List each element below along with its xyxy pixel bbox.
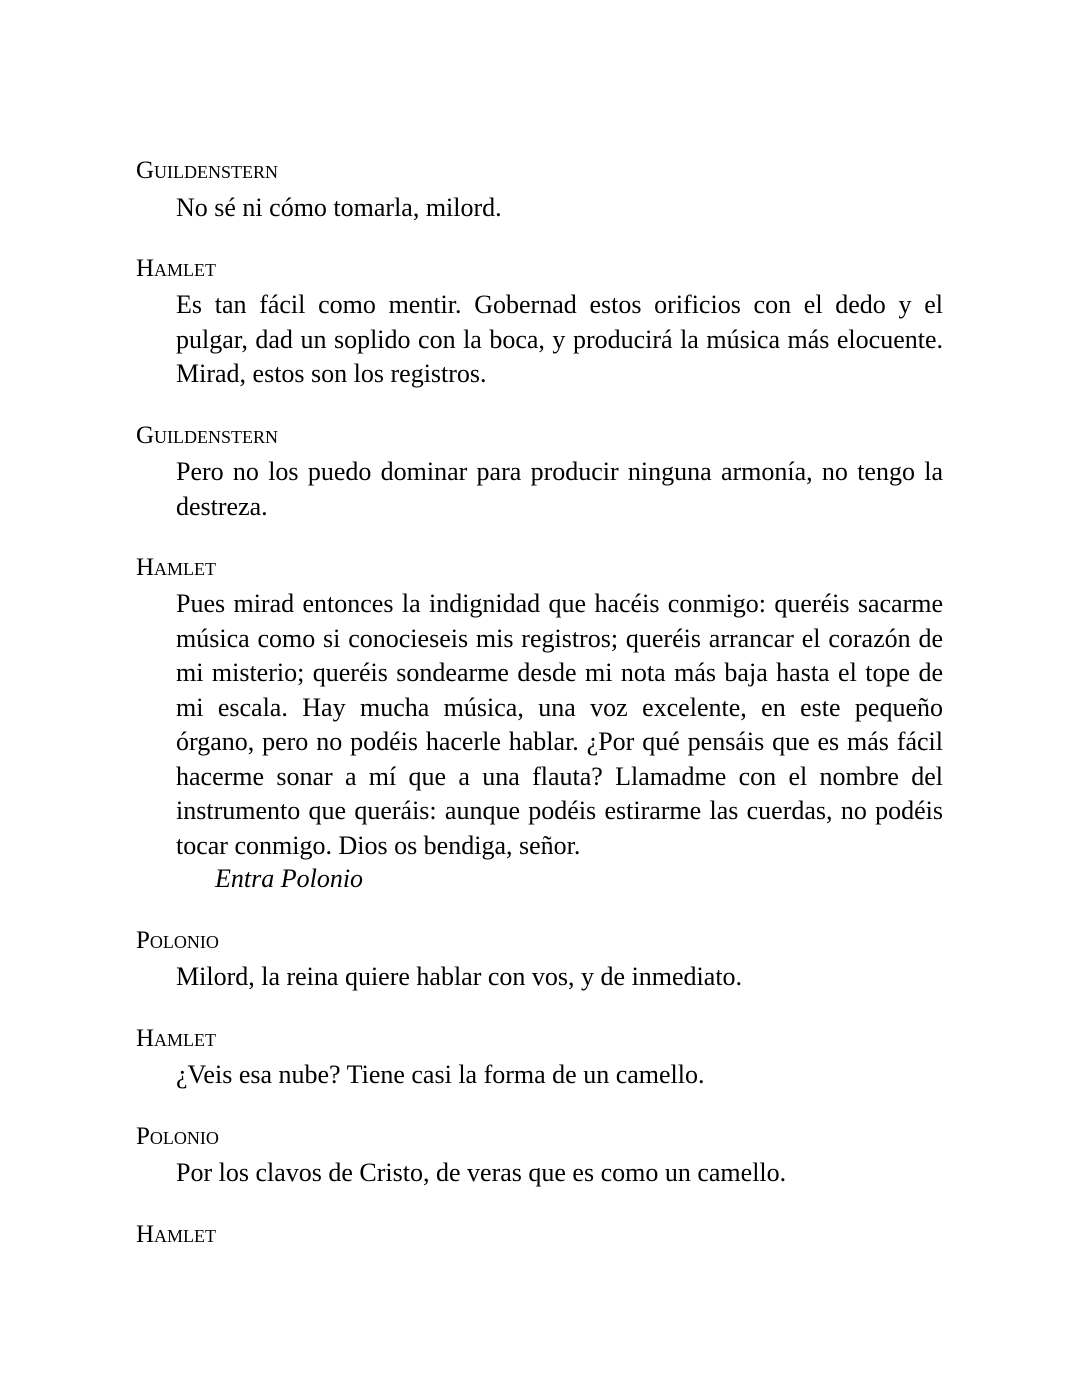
speaker-name: Polonio	[136, 927, 219, 954]
speech-text: Es tan fácil como mentir. Gobernad estos orificios con el dedo y el pulgar, dad un soplido con la boca, y producirá la música más elocuente. Mirad, estos son los registros.	[176, 290, 943, 388]
speaker-name: Hamlet	[136, 1221, 217, 1248]
speaker-name: Hamlet	[136, 255, 217, 282]
speech-text: Por los clavos de Cristo, de veras que es como un camello.	[176, 1158, 787, 1187]
speaker-name: Hamlet	[136, 554, 217, 581]
speaker-name: Guildenstern	[136, 157, 279, 184]
speech-text: Pues mirad entonces la indignidad que hacéis conmigo: queréis sacarme música como si conocieseis mis registros; queréis arrancar el corazón de mi misterio; queréis sondearme desde mi nota más baja hasta el tope de mi escala. Hay mucha música, una voz excelente, en este pequeño órgano, pero no podéis hacerle hablar. ¿Por qué pensáis que es más fácil hacerme sonar a mí que a una flauta? Llamadme con el nombre del instrumento que queráis: aunque podéis estirarme las cuerdas, no podéis tocar conmigo. Dios os bendiga, señor.	[176, 589, 943, 860]
speaker-name: Polonio	[136, 1123, 219, 1150]
speech-text: Pero no los puedo dominar para producir ninguna armonía, no tengo la destreza.	[176, 457, 943, 521]
stage-direction: Entra Polonio	[215, 864, 364, 893]
speech-text: Milord, la reina quiere hablar con vos, y de inmediato.	[176, 962, 743, 991]
speech-text: No sé ni cómo tomarla, milord.	[176, 193, 502, 222]
speech-text: ¿Veis esa nube? Tiene casi la forma de un camello.	[176, 1060, 705, 1089]
speaker-name: Guildenstern	[136, 422, 279, 449]
speaker-name: Hamlet	[136, 1025, 217, 1052]
